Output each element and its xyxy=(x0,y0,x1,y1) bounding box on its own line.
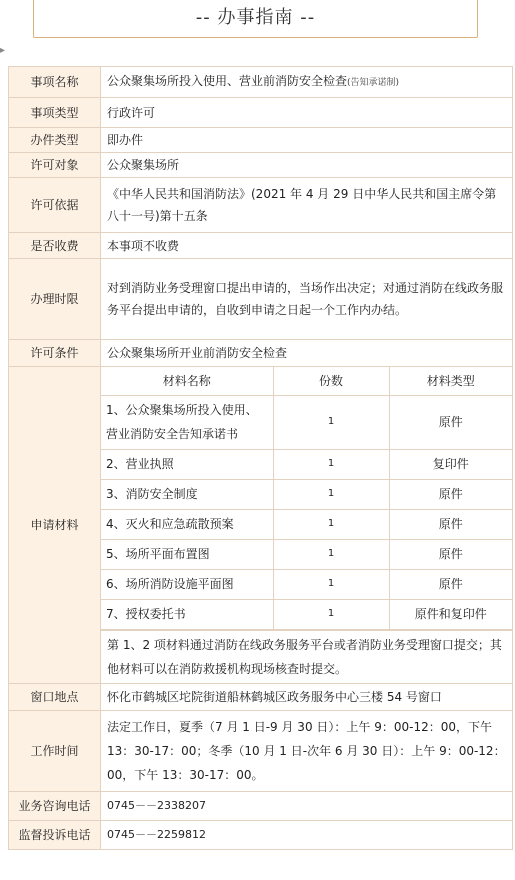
material-count: 1 xyxy=(273,449,389,479)
list-item xyxy=(101,569,512,599)
value-hours: 法定工作日，夏季（7 月 1 日-9 月 30 日）：上午 9：00-12：00，下午 13：30-17：00；冬季（10 月 1 日-次年 6 月 30 日）：上午 9：00-12：00，下午 13：30-17：00。 xyxy=(101,710,513,791)
row-fee xyxy=(9,233,513,259)
value-handle-type: 即办件 xyxy=(101,128,513,153)
value-type: 行政许可 xyxy=(101,98,513,128)
label-complaint: 监督投诉电话 xyxy=(9,820,101,849)
guide-table xyxy=(8,66,513,850)
row-name xyxy=(9,67,513,98)
header-material-name: 材料名称 xyxy=(101,367,273,395)
label-type: 事项类型 xyxy=(9,98,101,128)
row-complaint xyxy=(9,820,513,849)
material-kind: 原件 xyxy=(389,539,512,569)
row-materials xyxy=(9,367,513,684)
label-name: 事项名称 xyxy=(9,67,101,98)
list-item xyxy=(101,539,512,569)
materials-table xyxy=(101,367,512,630)
value-fee: 本事项不收费 xyxy=(101,233,513,259)
material-count: 1 xyxy=(273,509,389,539)
label-fee: 是否收费 xyxy=(9,233,101,259)
material-kind: 复印件 xyxy=(389,449,512,479)
label-window: 窗口地点 xyxy=(9,683,101,710)
material-kind: 原件 xyxy=(389,569,512,599)
row-window xyxy=(9,683,513,710)
value-time-limit: 对到消防业务受理窗口提出申请的，当场作出决定；对通过消防在线政务服务平台提出申请的，自收到申请之日起一个工作内办结。 xyxy=(101,259,513,340)
material-name: 7、授权委托书 xyxy=(101,599,273,629)
material-name: 1、公众聚集场所投入使用、营业消防安全告知承诺书 xyxy=(101,395,273,449)
materials-note: 第 1、2 项材料通过消防在线政务服务平台或者消防业务受理窗口提交；其他材料可以在消防救援机构现场核查时提交。 xyxy=(101,630,512,683)
header-material-type: 材料类型 xyxy=(389,367,512,395)
row-object xyxy=(9,153,513,178)
value-name: 公众聚集场所投入使用、营业前消防安全检查 xyxy=(107,74,348,88)
material-name: 5、场所平面布置图 xyxy=(101,539,273,569)
material-kind: 原件和复印件 xyxy=(389,599,512,629)
material-kind: 原件 xyxy=(389,509,512,539)
material-count: 1 xyxy=(273,395,389,449)
list-item xyxy=(101,449,512,479)
label-condition: 许可条件 xyxy=(9,340,101,367)
row-consult xyxy=(9,791,513,820)
list-item xyxy=(101,509,512,539)
value-object: 公众聚集场所 xyxy=(101,153,513,178)
list-item xyxy=(101,599,512,629)
material-kind: 原件 xyxy=(389,479,512,509)
value-basis: 《中华人民共和国消防法》(2021 年 4 月 29 日中华人民共和国主席令第八十一号)第十五条 xyxy=(101,178,513,233)
label-time-limit: 办理时限 xyxy=(9,259,101,340)
row-condition xyxy=(9,340,513,367)
material-name: 2、营业执照 xyxy=(101,449,273,479)
label-consult: 业务咨询电话 xyxy=(9,791,101,820)
material-count: 1 xyxy=(273,569,389,599)
materials-header-row xyxy=(101,367,512,395)
row-hours xyxy=(9,710,513,791)
material-name: 4、灭火和应急疏散预案 xyxy=(101,509,273,539)
tag-commitment: (告知承诺制) xyxy=(347,78,400,88)
header-count: 份数 xyxy=(273,367,389,395)
material-kind: 原件 xyxy=(389,395,512,449)
list-item xyxy=(101,395,512,449)
side-marker-icon: ▸ xyxy=(0,45,6,56)
value-consult: 0745－－2338207 xyxy=(101,791,513,820)
label-object: 许可对象 xyxy=(9,153,101,178)
guide-title: -- 办事指南 -- xyxy=(33,0,478,38)
row-basis xyxy=(9,178,513,233)
label-hours: 工作时间 xyxy=(9,710,101,791)
row-handle-type xyxy=(9,128,513,153)
row-time-limit xyxy=(9,259,513,340)
material-name: 6、场所消防设施平面图 xyxy=(101,569,273,599)
label-basis: 许可依据 xyxy=(9,178,101,233)
material-count: 1 xyxy=(273,599,389,629)
list-item xyxy=(101,479,512,509)
value-window: 怀化市鹤城区坨院街道船林鹤城区政务服务中心三楼 54 号窗口 xyxy=(101,683,513,710)
material-count: 1 xyxy=(273,539,389,569)
value-complaint: 0745－－2259812 xyxy=(101,820,513,849)
material-name: 3、消防安全制度 xyxy=(101,479,273,509)
value-condition: 公众聚集场所开业前消防安全检查 xyxy=(101,340,513,367)
label-handle-type: 办件类型 xyxy=(9,128,101,153)
material-count: 1 xyxy=(273,479,389,509)
label-materials: 申请材料 xyxy=(9,367,101,684)
row-type xyxy=(9,98,513,128)
